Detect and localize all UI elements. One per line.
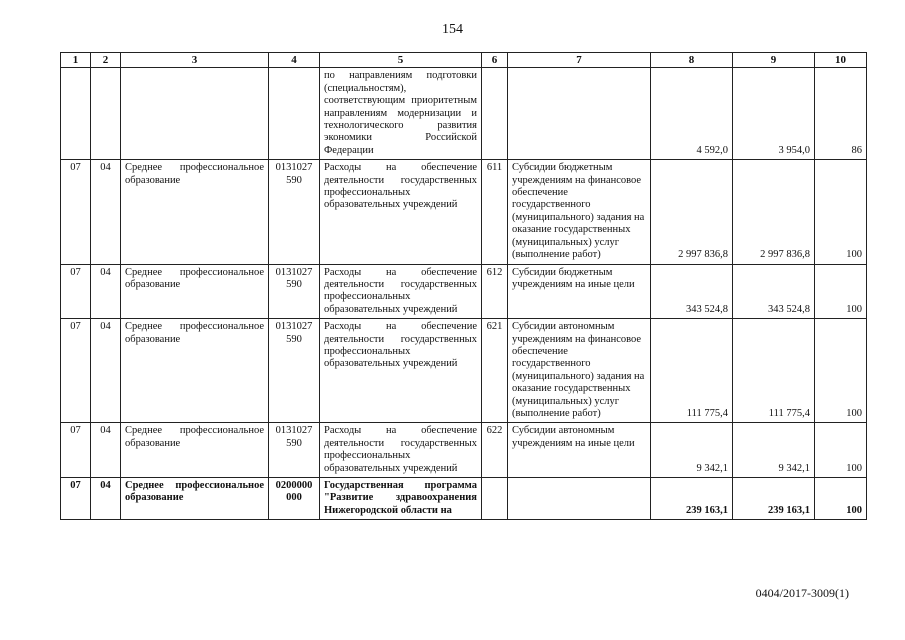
cell-executed: 239 163,1 [733, 478, 815, 520]
cell-section-name: Среднее профессиональное образование [121, 264, 269, 319]
cell-executed: 2 997 836,8 [733, 160, 815, 264]
cell-planned: 111 775,4 [651, 319, 733, 423]
document-code: 0404/2017-3009(1) [755, 586, 849, 600]
col-header-7: 7 [508, 53, 651, 68]
cell-expense-type [482, 68, 508, 160]
cell-expense-name: Субсидии бюджетным учреждениям на иные цели [508, 264, 651, 319]
cell-percent: 100 [815, 478, 867, 520]
cell-section-name: Среднее профессиональное образование [121, 478, 269, 520]
cell-section: 07 [61, 478, 91, 520]
cell-section: 07 [61, 264, 91, 319]
cell-target-code: 0131027 590 [269, 264, 320, 319]
col-header-1: 1 [61, 53, 91, 68]
page-number: 154 [442, 22, 463, 37]
cell-expense-name: Субсидии автономным учреждениям на иные цели [508, 423, 651, 478]
cell-expense-name [508, 68, 651, 160]
cell-target-name: Расходы на обеспечение деятельности государственных профессиональных образовательных учреждений [320, 423, 482, 478]
cell-planned: 4 592,0 [651, 68, 733, 160]
cell-executed: 111 775,4 [733, 319, 815, 423]
cell-expense-type: 612 [482, 264, 508, 319]
col-header-5: 5 [320, 53, 482, 68]
cell-executed: 9 342,1 [733, 423, 815, 478]
cell-executed: 343 524,8 [733, 264, 815, 319]
cell-section-name: Среднее профессиональное образование [121, 423, 269, 478]
table-row [61, 160, 867, 264]
cell-percent: 100 [815, 423, 867, 478]
cell-target-code: 0131027 590 [269, 319, 320, 423]
cell-subsection: 04 [91, 160, 121, 264]
cell-target-name: Расходы на обеспечение деятельности государственных профессиональных образовательных учреждений [320, 319, 482, 423]
cell-expense-type: 621 [482, 319, 508, 423]
cell-target-name: Государственная программа "Развитие здравоохранения Нижегородской области на [320, 478, 482, 520]
table-row [61, 423, 867, 478]
cell-planned: 239 163,1 [651, 478, 733, 520]
cell-percent: 86 [815, 68, 867, 160]
cell-executed: 3 954,0 [733, 68, 815, 160]
cell-expense-name: Субсидии автономным учреждениям на финансовое обеспечение государственного (муниципального) задания на оказание государственных (муниципальных) услуг (выполнение работ) [508, 319, 651, 423]
cell-expense-type [482, 478, 508, 520]
cell-target-name: по направлениям подготовки (специальностям), соответствующим приоритетным направлениям модернизации и технологического развития экономики Российской Федерации [320, 68, 482, 160]
cell-section [61, 68, 91, 160]
cell-subsection: 04 [91, 423, 121, 478]
cell-expense-name: Субсидии бюджетным учреждениям на финансовое обеспечение государственного (муниципального) задания на оказание государственных (муниципальных) услуг (выполнение работ) [508, 160, 651, 264]
cell-target-code: 0131027 590 [269, 160, 320, 264]
cell-target-code: 0131027 590 [269, 423, 320, 478]
cell-planned: 343 524,8 [651, 264, 733, 319]
col-header-2: 2 [91, 53, 121, 68]
cell-expense-type: 622 [482, 423, 508, 478]
cell-section: 07 [61, 160, 91, 264]
col-header-4: 4 [269, 53, 320, 68]
col-header-10: 10 [815, 53, 867, 68]
cell-subsection [91, 68, 121, 160]
header-row [61, 53, 867, 68]
col-header-3: 3 [121, 53, 269, 68]
cell-target-name: Расходы на обеспечение деятельности государственных профессиональных образовательных учреждений [320, 264, 482, 319]
cell-target-name: Расходы на обеспечение деятельности государственных профессиональных образовательных учреждений [320, 160, 482, 264]
cell-expense-type: 611 [482, 160, 508, 264]
cell-section: 07 [61, 319, 91, 423]
col-header-6: 6 [482, 53, 508, 68]
cell-target-code [269, 68, 320, 160]
cell-section-name: Среднее профессиональное образование [121, 319, 269, 423]
cell-section: 07 [61, 423, 91, 478]
col-header-8: 8 [651, 53, 733, 68]
cell-planned: 9 342,1 [651, 423, 733, 478]
cell-target-code: 0200000 000 [269, 478, 320, 520]
cell-percent: 100 [815, 319, 867, 423]
table-row [61, 478, 867, 520]
budget-table [60, 52, 867, 520]
cell-planned: 2 997 836,8 [651, 160, 733, 264]
cell-subsection: 04 [91, 478, 121, 520]
cell-subsection: 04 [91, 264, 121, 319]
cell-percent: 100 [815, 264, 867, 319]
col-header-9: 9 [733, 53, 815, 68]
table-row [61, 264, 867, 319]
table-row [61, 68, 867, 160]
cell-percent: 100 [815, 160, 867, 264]
cell-expense-name [508, 478, 651, 520]
cell-section-name: Среднее профессиональное образование [121, 160, 269, 264]
cell-subsection: 04 [91, 319, 121, 423]
cell-section-name [121, 68, 269, 160]
table-row [61, 319, 867, 423]
